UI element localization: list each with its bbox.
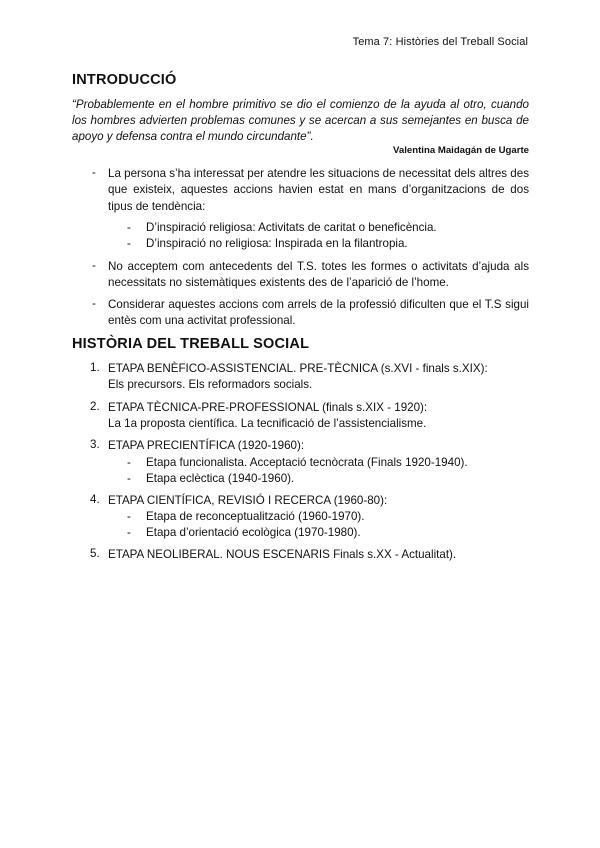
- stage-number: 3.: [90, 438, 100, 451]
- sub-bullet-marker: -: [127, 456, 131, 469]
- stage-title: ETAPA NEOLIBERAL. NOUS ESCENARIS Finals s.XX - Actualitat).: [108, 548, 457, 561]
- stage-number: 2.: [90, 400, 100, 413]
- sub-bullet-text: D’inspiració religiosa: Activitats de caritat o beneficència.: [146, 221, 437, 234]
- intro-paragraph-1: La persona s’ha interessat per atendre les situacions de necessitat dels altres des que existeix, aquestes accions havien estat en mans d’organitzacions de dos tipus de tendència:: [108, 167, 529, 213]
- intro-paragraph-3: Considerar aquestes accions com arrels de la professió dificulten que el T.S sigui entès com una activitat professional.: [108, 298, 529, 328]
- stage-detail: Els precursors. Els reformadors socials.: [108, 378, 313, 391]
- epigraph-quote: “Probablemente en el hombre primitivo se dio el comienzo de la ayuda al otro, cuando los hombres advierten problemas comunes y se acercan a sus semejantes en busca de apoyo y defensa contra el mundo circundante”.: [72, 98, 529, 143]
- bullet-marker: -: [92, 166, 96, 179]
- running-header: Tema 7: Històries del Treball Social: [352, 36, 528, 48]
- stage-number: 4.: [90, 493, 100, 506]
- stage-sub-text: Etapa d’orientació ecològica (1970-1980).: [146, 526, 361, 539]
- stage-title: ETAPA CIENTÍFICA, REVISIÓ I RECERCA (1960-80):: [108, 494, 388, 507]
- bullet-marker: -: [92, 259, 96, 272]
- quote-author: Valentina Maidagán de Ugarte: [393, 145, 529, 156]
- stage-sub-text: Etapa eclèctica (1940-1960).: [146, 472, 295, 485]
- stage-number: 1.: [90, 361, 100, 374]
- stage-sub-text: Etapa funcionalista. Acceptació tecnòcrata (Finals 1920-1940).: [146, 456, 468, 469]
- stage-sub-text: Etapa de reconceptualització (1960-1970).: [146, 510, 365, 523]
- sub-bullet-marker: -: [127, 237, 131, 250]
- section-heading-historia: HISTÒRIA DEL TREBALL SOCIAL: [72, 336, 310, 352]
- stage-title: ETAPA PRECIENTÍFICA (1920-1960):: [108, 439, 305, 452]
- stage-number: 5.: [90, 547, 100, 560]
- sub-bullet-marker: -: [127, 526, 131, 539]
- sub-bullet-marker: -: [127, 221, 131, 234]
- intro-paragraph-2: No acceptem com antecedents del T.S. totes les formes o activitats d’ajuda als necessitats no sistemàtiques existents des de l’aparició de l’home.: [108, 260, 529, 290]
- sub-bullet-text: D’inspiració no religiosa: Inspirada en la filantropia.: [146, 237, 408, 250]
- stage-detail: La 1a proposta científica. La tecnificació de l’assistencialisme.: [108, 417, 427, 430]
- sub-bullet-marker: -: [127, 510, 131, 523]
- bullet-marker: -: [92, 297, 96, 310]
- stage-title: ETAPA TÈCNICA-PRE-PROFESSIONAL (finals s.XIX - 1920):: [108, 401, 428, 414]
- sub-bullet-marker: -: [127, 472, 131, 485]
- stage-title: ETAPA BENÈFICO-ASSISTENCIAL. PRE-TÈCNICA (s.XVI - finals s.XIX):: [108, 362, 488, 375]
- section-heading-introduccio: INTRODUCCIÓ: [72, 72, 177, 88]
